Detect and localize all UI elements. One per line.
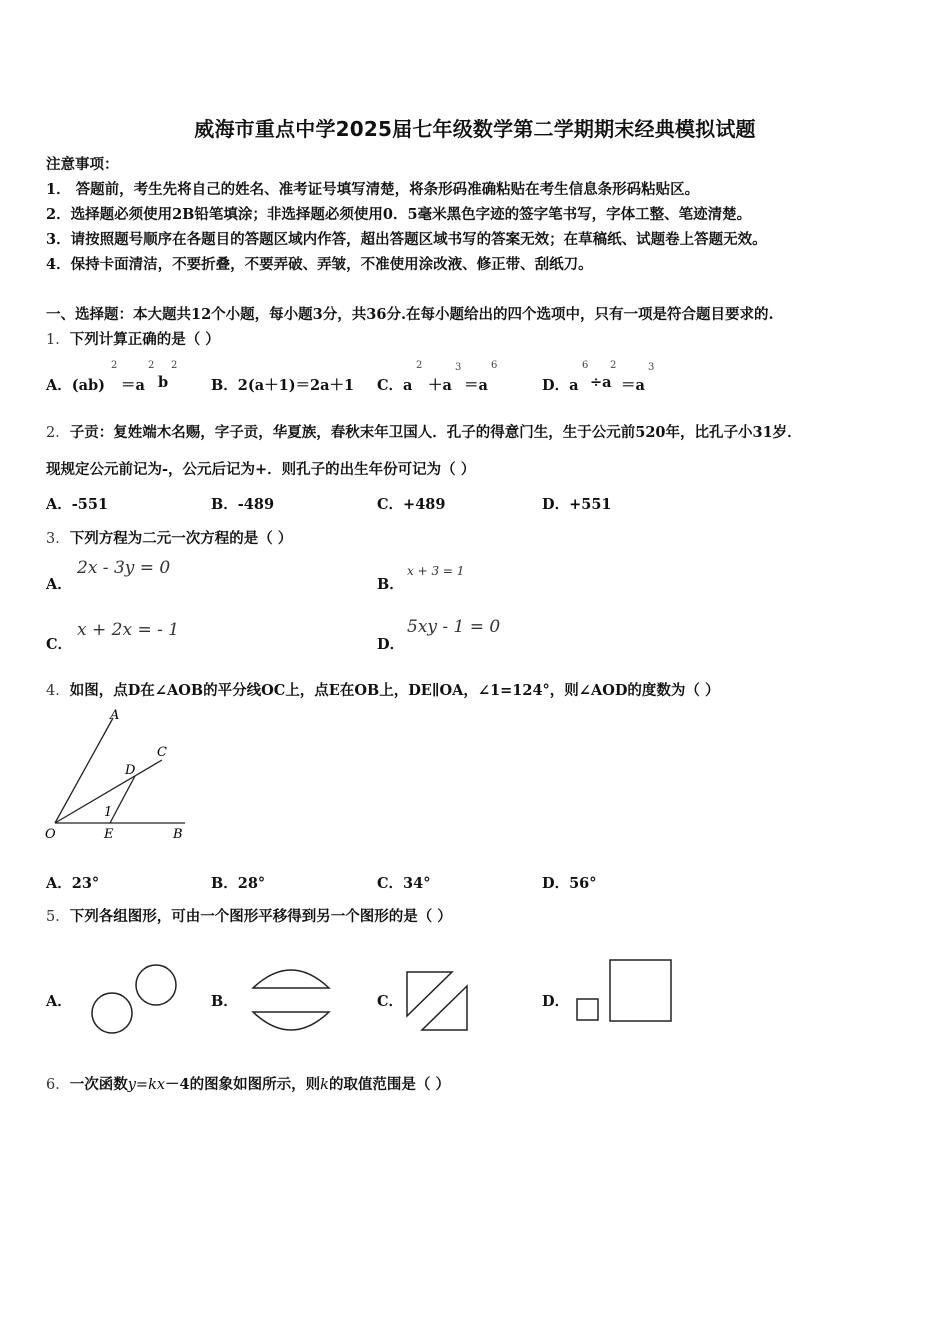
q4-option-a[interactable]: A．23° bbox=[46, 875, 100, 892]
question-number: 3． bbox=[46, 531, 70, 547]
q2-option-c[interactable]: C．+489 bbox=[377, 496, 446, 513]
q3-option-d[interactable]: D． bbox=[377, 636, 405, 653]
q1d-div: ÷a bbox=[590, 374, 612, 391]
question-6 bbox=[46, 1073, 450, 1094]
q3-option-d-expr: 5xy - 1 = 0 bbox=[407, 617, 501, 637]
notice-item-4: 4．保持卡面清洁，不要折叠，不要弄破、弄皱，不准使用涂改液、修正带、刮纸刀。 bbox=[46, 256, 593, 273]
question-2-line-2: 现规定公元前记为-，公元后记为+．则孔子的出生年份可记为（ ） bbox=[46, 461, 476, 478]
notice-item-3: 3．请按照题号顺序在各题目的答题区域内作答，超出答题区域书写的答案无效；在草稿纸、试题卷上答题无效。 bbox=[46, 231, 767, 248]
q5-option-a[interactable]: A． bbox=[46, 993, 72, 1010]
question-number: 1． bbox=[46, 332, 70, 348]
q5-figure-squares bbox=[573, 955, 677, 1027]
option-label: A． bbox=[46, 377, 72, 394]
q1d-eq: ＝a bbox=[621, 377, 645, 394]
circle-small-left bbox=[92, 993, 132, 1033]
q1d-sup-2: 2 bbox=[610, 360, 617, 371]
q1c-plus: ＋a bbox=[428, 377, 452, 394]
q1a-rest: ＝a bbox=[121, 377, 145, 394]
q5-figure-segments bbox=[248, 960, 338, 1040]
question-text-post: 的取值范围是（ ） bbox=[328, 1076, 450, 1093]
question-5 bbox=[46, 905, 452, 926]
question-2 bbox=[46, 421, 802, 442]
question-3 bbox=[46, 527, 292, 548]
q1-option-c[interactable] bbox=[377, 374, 412, 395]
q5-option-b[interactable]: B． bbox=[211, 993, 238, 1010]
question-number: 6． bbox=[46, 1077, 70, 1093]
notice-item-1: 1． 答题前，考生先将自己的姓名、准考证号填写清楚，将条形码准确粘贴在考生信息条形码粘贴区。 bbox=[46, 181, 700, 198]
option-label: D． bbox=[542, 377, 570, 394]
question-number: 4． bbox=[46, 683, 70, 699]
q2-option-d[interactable]: D．+551 bbox=[542, 496, 612, 513]
label-b: B bbox=[173, 827, 183, 842]
q1a-sup-3: 2 bbox=[171, 360, 178, 371]
q3-option-a-expr: 2x - 3y = 0 bbox=[77, 558, 171, 578]
q1-option-a[interactable] bbox=[46, 374, 105, 395]
q5-figure-circles bbox=[85, 958, 185, 1038]
q1c-sup-3: 6 bbox=[491, 360, 498, 371]
q1a-sup-2: 2 bbox=[148, 360, 155, 371]
triangle-upper bbox=[407, 972, 452, 1016]
question-func: y=kx bbox=[127, 1077, 166, 1093]
option-expr: (ab) bbox=[71, 377, 106, 394]
option-label: B． bbox=[211, 377, 238, 394]
option-expr: 2(a＋1)＝2a＋1 bbox=[237, 377, 355, 394]
question-number: 2． bbox=[46, 425, 70, 441]
square-small bbox=[577, 999, 598, 1020]
question-text: 下列各组图形，可由一个图形平移得到另一个图形的是（ ） bbox=[69, 908, 452, 925]
label-a: A bbox=[110, 708, 120, 723]
q4-option-d[interactable]: D．56° bbox=[542, 875, 597, 892]
q4-angle-figure bbox=[40, 700, 200, 850]
question-k: k bbox=[320, 1077, 329, 1093]
q4-option-b[interactable]: B．28° bbox=[211, 875, 266, 892]
square-large bbox=[610, 960, 671, 1021]
notice-item-2: 2．选择题必须使用2B铅笔填涂；非选择题必须使用0．5毫米黑色字迹的签字笔书写，字体工整、笔迹清楚。 bbox=[46, 206, 752, 223]
q1c-sup-1: 2 bbox=[416, 360, 423, 371]
triangle-lower bbox=[422, 986, 467, 1030]
q3-option-b[interactable]: B． bbox=[377, 576, 404, 593]
question-text: 子贡：复姓端木名赐，字子贡，华夏族，春秋末年卫国人．孔子的得意门生，生于公元前520年，比孔子小31岁． bbox=[69, 424, 802, 441]
q2-option-a[interactable]: A．-551 bbox=[46, 496, 109, 513]
option-expr: a bbox=[569, 377, 579, 394]
q1a-rest-2: b bbox=[158, 374, 169, 391]
q2-option-b[interactable]: B．-489 bbox=[211, 496, 275, 513]
label-angle-1: 1 bbox=[104, 805, 113, 820]
q1-option-b[interactable] bbox=[211, 374, 354, 395]
q5-option-d[interactable]: D． bbox=[542, 993, 570, 1010]
q1c-sup-2: 3 bbox=[455, 362, 462, 373]
notice-heading: 注意事项： bbox=[46, 156, 119, 173]
option-expr: a bbox=[403, 377, 413, 394]
q3-option-b-expr: x + 3 = 1 bbox=[407, 564, 465, 578]
question-text: 如图，点D在∠AOB的平分线OC上，点E在OB上，DE∥OA，∠1=124°，则∠AOD的度数为（ ） bbox=[69, 682, 720, 699]
question-text-mid: －4的图象如图所示，则 bbox=[165, 1076, 321, 1093]
option-label: C． bbox=[377, 377, 404, 394]
question-text: 下列计算正确的是（ ） bbox=[69, 331, 220, 348]
question-4 bbox=[46, 679, 719, 700]
arc-segment-top bbox=[253, 970, 329, 988]
label-o: O bbox=[45, 827, 56, 842]
q1d-sup-1: 6 bbox=[582, 360, 589, 371]
q1d-sup-3: 3 bbox=[648, 362, 655, 373]
q5-figure-triangles bbox=[402, 968, 474, 1034]
question-1 bbox=[46, 328, 220, 349]
question-text-pre: 一次函数 bbox=[69, 1076, 128, 1093]
q5-option-c[interactable]: C． bbox=[377, 993, 404, 1010]
q1a-sup-1: 2 bbox=[111, 360, 118, 371]
q1c-eq: ＝a bbox=[464, 377, 488, 394]
label-e: E bbox=[104, 827, 114, 842]
q4-option-c[interactable]: C．34° bbox=[377, 875, 431, 892]
q1-option-d[interactable] bbox=[542, 374, 578, 395]
circle-small-right bbox=[136, 965, 176, 1005]
arc-segment-bottom bbox=[253, 1012, 329, 1030]
section-heading: 一、选择题：本大题共12个小题，每小题3分，共36分.在每小题给出的四个选项中，只有一项是符合题目要求的. bbox=[46, 306, 774, 323]
q3-option-c[interactable]: C． bbox=[46, 636, 73, 653]
label-d: D bbox=[125, 763, 136, 778]
q3-option-c-expr: x + 2x = - 1 bbox=[77, 620, 180, 640]
question-number: 5． bbox=[46, 909, 70, 925]
q3-option-a[interactable]: A． bbox=[46, 576, 72, 593]
page-title: 威海市重点中学2025届七年级数学第二学期期末经典模拟试题 bbox=[194, 117, 756, 141]
question-text: 下列方程为二元一次方程的是（ ） bbox=[69, 530, 293, 547]
label-c: C bbox=[157, 745, 167, 760]
